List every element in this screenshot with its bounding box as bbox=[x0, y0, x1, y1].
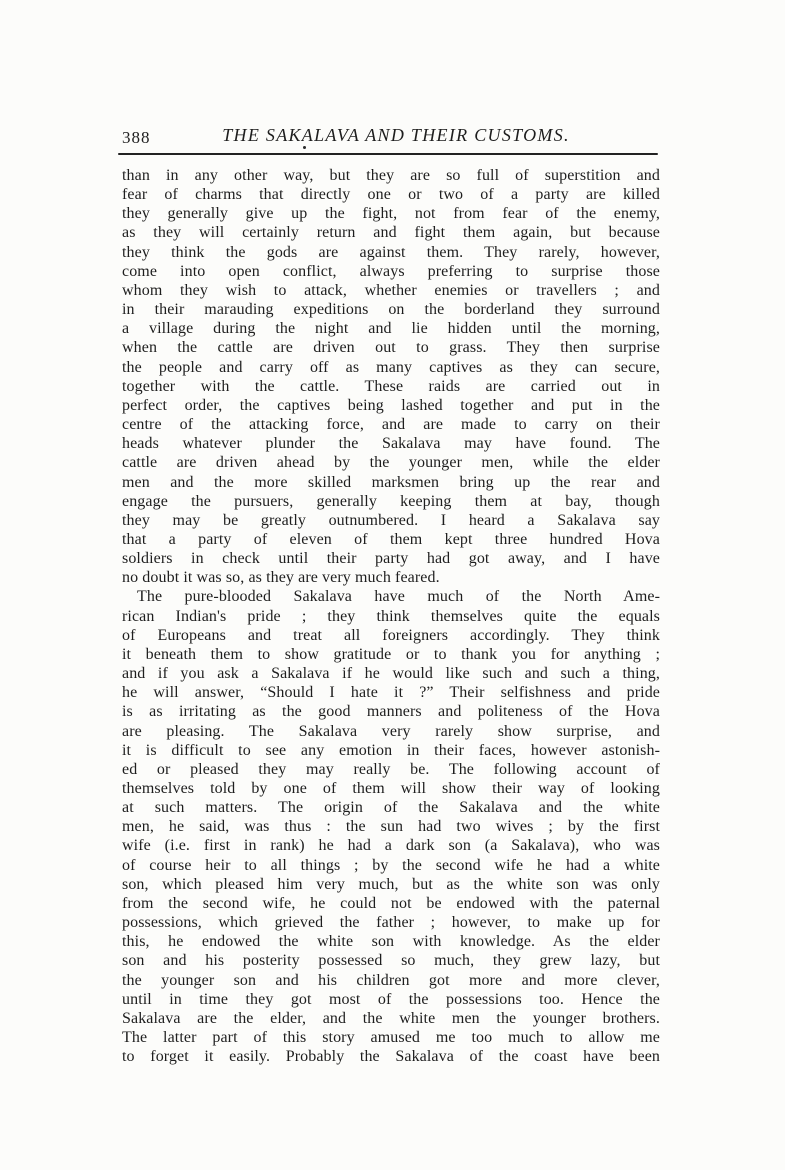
text-line: son and his posterity possessed so much, they grew lazy, but bbox=[122, 952, 660, 970]
text-line: the younger son and his children got more and more clever, bbox=[122, 971, 660, 989]
text-line: when the cattle are driven out to grass. They then surprise bbox=[122, 339, 660, 357]
text-line: as they will certainly return and fight them again, but because bbox=[122, 224, 660, 242]
text-line: are pleasing. The Sakalava very rarely show surprise, and bbox=[122, 722, 660, 740]
text-line: a village during the night and lie hidden until the morning, bbox=[122, 320, 660, 338]
text-line: ed or pleased they may really be. The following account of bbox=[122, 760, 660, 778]
text-line: centre of the attacking force, and are made to carry on their bbox=[122, 416, 660, 434]
text-line: son, which pleased him very much, but as the white son was only bbox=[122, 875, 660, 893]
text-line: it is difficult to see any emotion in their faces, however astonish- bbox=[122, 741, 660, 759]
text-line: from the second wife, he could not be endowed with the paternal bbox=[122, 894, 660, 912]
text-line: themselves told by one of them will show their way of looking bbox=[122, 780, 660, 797]
text-line: they may be greatly outnumbered. I heard a Sakalava say bbox=[122, 511, 660, 529]
text-line: this, he endowed the white son with knowledge. As the elder bbox=[122, 933, 660, 951]
text-line: that a party of eleven of them kept three hundred Hova bbox=[122, 530, 660, 548]
text-line: to forget it easily. Probably the Sakalava of the coast have been bbox=[122, 1048, 660, 1066]
text-line: wife (i.e. first in rank) he had a dark son (a Sakalava), who was bbox=[122, 837, 660, 855]
text-line: men, he said, was thus : the sun had two wives ; by the first bbox=[122, 818, 660, 836]
header-rule bbox=[118, 153, 658, 155]
page-header bbox=[122, 125, 660, 149]
text-line: in their marauding expeditions on the borderland they surround bbox=[122, 301, 660, 319]
text-line: men and the more skilled marksmen bring up the rear and bbox=[122, 473, 660, 491]
text-line: it beneath them to show gratitude or to thank you for anything ; bbox=[122, 645, 660, 663]
text-line: no doubt it was so, as they are very much feared. bbox=[122, 569, 440, 587]
text-line: possessions, which grieved the father ; however, to make up for bbox=[122, 914, 660, 932]
text-line: soldiers in check until their party had got away, and I have bbox=[122, 550, 660, 568]
text-line: Sakalava are the elder, and the white men the younger brothers. bbox=[122, 1009, 660, 1027]
text-line: heads whatever plunder the Sakalava may have found. The bbox=[122, 435, 660, 453]
text-line: until in time they got most of the possessions too. Hence the bbox=[122, 990, 660, 1008]
text-line: of course heir to all things ; by the second wife he had a white bbox=[122, 856, 660, 874]
text-line: The pure-blooded Sakalava have much of the North Ame- bbox=[137, 588, 660, 606]
text-line: perfect order, the captives being lashed together and put in the bbox=[122, 396, 660, 414]
text-line: of Europeans and treat all foreigners accordingly. They think bbox=[122, 626, 660, 644]
page-number: 388 bbox=[122, 128, 151, 147]
text-block bbox=[122, 166, 660, 1066]
text-line: cattle are driven ahead by the younger men, while the elder bbox=[122, 454, 660, 472]
text-line: fear of charms that directly one or two of a party are killed bbox=[122, 186, 660, 204]
text-line: come into open conflict, always preferring to surprise those bbox=[122, 262, 660, 280]
text-line: they generally give up the fight, not from fear of the enemy, bbox=[122, 205, 660, 223]
text-line: at such matters. The origin of the Sakalava and the white bbox=[122, 799, 660, 817]
text-line: rican Indian's pride ; they think themselves quite the equals bbox=[122, 607, 660, 625]
text-line: The latter part of this story amused me too much to allow me bbox=[122, 1029, 660, 1047]
text-line: engage the pursuers, generally keeping them at bay, though bbox=[122, 492, 660, 510]
text-line: whom they wish to attack, whether enemies or travellers ; and bbox=[122, 281, 660, 299]
text-line: is as irritating as the good manners and politeness of the Hova bbox=[122, 703, 660, 721]
text-line: and if you ask a Sakalava if he would like such and such a thing, bbox=[122, 665, 660, 683]
text-line: the people and carry off as many captives as they can secure, bbox=[122, 358, 660, 376]
text-line: he will answer, “Should I hate it ?” Their selfishness and pride bbox=[122, 684, 660, 702]
scan-artifact-dot bbox=[303, 146, 306, 149]
text-line: than in any other way, but they are so full of superstition and bbox=[122, 167, 660, 184]
running-title: THE SAKALAVA AND THEIR CUSTOMS. bbox=[222, 125, 570, 145]
text-line: they think the gods are against them. They rarely, however, bbox=[122, 243, 660, 261]
text-line: together with the cattle. These raids are carried out in bbox=[122, 377, 660, 395]
